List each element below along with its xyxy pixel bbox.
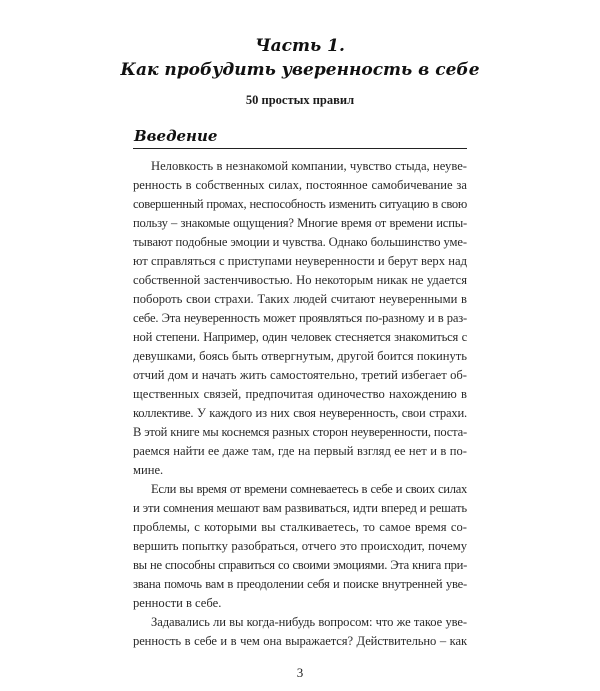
section-heading: Введение — [134, 127, 218, 145]
text-line: В этой книге мы коснемся разных сторон неуверенности, поста- — [133, 425, 467, 439]
text-line: побороть свои страхи. Таких людей считают неуверенными в — [133, 292, 467, 306]
text-line: вы не способны справиться со своими эмоциями. Эта книга при- — [133, 558, 467, 572]
text-line: себе. Эта неуверенность может проявляться по-разному и в раз- — [133, 311, 467, 325]
text-line: щественных связей, предпочитая одиночество нахождению в — [133, 387, 467, 401]
paragraph-1 — [133, 157, 467, 480]
text-line: ренность в себе и в чем она выражается? Действительно – как — [133, 634, 467, 648]
part-title-number: Часть 1. — [255, 36, 345, 56]
text-line: мине. — [133, 463, 164, 477]
part-title — [0, 34, 600, 82]
subtitle: 50 простых правил — [245, 93, 355, 107]
text-line: звана помочь вам в преодолении себя и поиске внутренней уве- — [133, 577, 467, 591]
text-line: ют справляться с приступами неуверенности и берут верх над — [133, 254, 467, 268]
text-line: пользу – знакомые ощущения? Многие время от времени испы- — [133, 216, 467, 230]
text-line: ренности в себе. — [133, 596, 222, 610]
body-text — [133, 157, 467, 651]
text-line: вершить попытку разобраться, отчего это происходит, почему — [133, 539, 467, 553]
text-line: Если вы время от времени сомневаетесь в себе и своих силах — [151, 482, 467, 496]
text-line: проблемы, с которыми вы сталкиваетесь, то самое время со- — [133, 520, 467, 534]
text-line: ренность в собственных силах, постоянное самобичевание за — [133, 178, 467, 192]
page-number: 3 — [296, 665, 304, 680]
text-line: ной степени. Например, один человек стесняется знакомиться с — [133, 330, 467, 344]
part-title-text: Как пробудить уверенность в себе — [120, 60, 480, 80]
text-line: коллективе. У каждого из них своя неуверенность, свои страхи. — [133, 406, 467, 420]
section-divider — [133, 148, 467, 149]
text-line: отчий дом и начать жить самостоятельно, третий избегает об- — [133, 368, 467, 382]
text-line: Неловкость в незнакомой компании, чувство стыда, неуве- — [151, 159, 467, 173]
text-line: раемся найти ее даже там, где на первый взгляд ее нет и в по- — [133, 444, 467, 458]
text-line: тывают подобные эмоции и чувства. Однако большинство уме- — [133, 235, 467, 249]
paragraph-3 — [133, 613, 467, 651]
paragraph-2 — [133, 480, 467, 613]
text-line: совершенный промах, неспособность изменить ситуацию в свою — [133, 197, 467, 211]
text-line: Задавались ли вы когда-нибудь вопросом: что же такое уве- — [151, 615, 467, 629]
text-line: и эти сомнения мешают вам развиваться, идти вперед и решать — [133, 501, 467, 515]
text-line: собственной застенчивостью. Но некоторым никак не удается — [133, 273, 467, 287]
text-line: девушками, боясь быть отвергнутым, другой боится покинуть — [133, 349, 467, 363]
